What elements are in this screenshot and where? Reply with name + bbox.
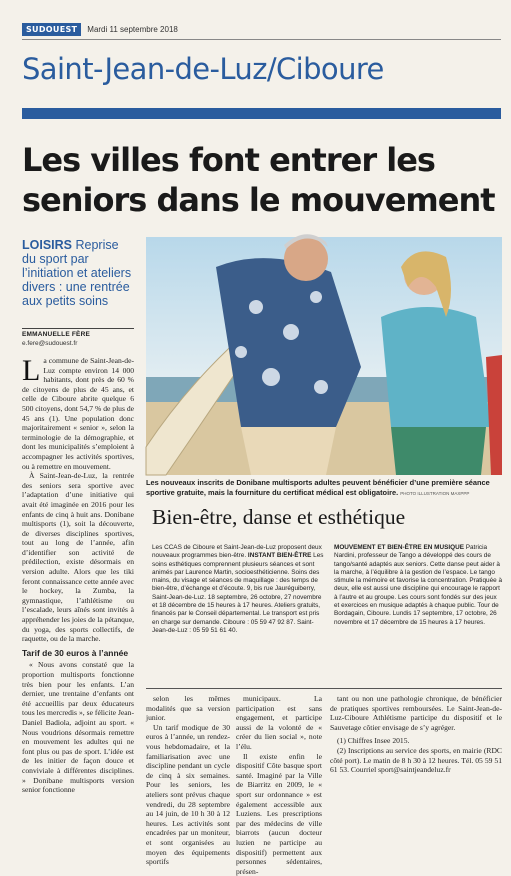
paragraph: selon les mêmes modalités que sa version junior. (146, 694, 230, 723)
paragraph: Un tarif modique de 30 euros à l’année, un rendez-vous hebdomadaire, et la familiarisation avec une discipline pendant un cycle de cinq à six semaines. Pour les seniors, les ateliers sont prévus chaque vendredi, du 28 septembre au 14 juin, de 10 h 30 à 12 heures. Les activités sont encadrées par un moniteur, et sont organisées au moyen des équipements sportifs (146, 722, 230, 867)
paragraph: tant ou non une pathologie chronique, de bénéficier de pratiques sportives remboursées. Le Saint-Jean-de-Luz-Ciboure Athlétisme participe du dispositif et le Sauvetage côtier envisage de s’y agréger. (330, 694, 502, 732)
seniors-beach-illustration (146, 237, 502, 475)
photo-caption (146, 478, 502, 498)
article-column-1 (22, 354, 134, 795)
author-rule (22, 328, 134, 329)
footnote: (1) Chiffres Insee 2015. (337, 736, 410, 746)
photo-credit: PHOTO ILLUSTRATION MAXPPP (400, 490, 470, 496)
box-column-2 (334, 544, 502, 686)
headline: Les villes font entrer les seniors dans le mouvement (22, 141, 495, 219)
lede-kicker: LOISIRS (22, 238, 73, 252)
subheading: Tarif de 30 euros à l’année (22, 647, 129, 658)
section-band (22, 108, 501, 119)
paragraph: « Nous avons constaté que la proportion multisports fonctionne très bien pour les enfants. L’an dernier, une trentaine d’enfants ont été accueillis par deux éducateurs tous les mercredis », se félicite Jean-Daniel Badiola, adjoint au sport. « Nous voudrions désormais remettre en mouvement les adultes qui ne font plus ou pas de sport. L’idée est de les initier de façon douce et conviviale à différentes disciplines. » Donibane multisports version senior fonctionne (22, 660, 134, 795)
box-column-1 (152, 544, 324, 686)
paragraph: À Saint-Jean-de-Luz, la rentrée des seniors sera sportive avec l’adaptation d’une initiative qui avait été imaginée en 2016 pour les enfants de cinq à huit ans. Donibane multisports (1), soit la découverte, de diverses disciplines sportives, tout au long de l’année, afin d’identifier son activité de prédilection, existe désormais en version adulte. Alors que les tiki feront connaissance cette année avec le hockey, la Zumba, la gymnastique, l’athlétisme ou l’escalade, leurs aînés sont invités à appréhender les joies de la pétanque, du yoga, des sports collectifs, de raquette, ou de la marche. (22, 471, 134, 644)
paragraph: Il existe enfin le dispositif Côte basque sport santé. Imaginé par la Ville de Biarritz en 2009, le « sport sur ordonnance » est également accessible aux Luziens. Les prescriptions par des médecins de ville biarrots (aucun docteur luzien ne participe au dispositif) permettent aux personnes sédentaires, présen- (236, 751, 322, 876)
box-rule (146, 688, 502, 689)
section-title: Saint-Jean-de-Luz/Ciboure (22, 52, 384, 86)
article-column-3 (236, 694, 322, 876)
lede (22, 238, 134, 308)
footnote: (2) Inscriptions au service des sports, en mairie (RDC côté port). Le matin de 8 h 30 à 12 heures. Tél. 05 59 51 61 53. Courriel sport@saintjeandeluz.fr (330, 745, 502, 775)
article-photo (146, 237, 502, 475)
dropcap: L (22, 354, 41, 387)
box-subheading-1: INSTANT BIEN-ÊTRE (247, 552, 312, 560)
paragraph: municipaux. La participation est sans engagement, et participe aussi de la volonté de « créer du lien social », note l’élu. (236, 694, 322, 751)
article-column-4 (330, 694, 502, 794)
box-text-2: Patricia Nardini, professeur de Tango a développé des cours de tango/santé adaptés aux seniors. Cette danse peut aider à la marche, à l’équilibre à la gestion de l’espace. Le tango stimule la mémoire et favorise la concentration. Pratiquée à deux, elle est aussi une discipline qui encourage le rapport à l’autre et au groupe. Les cours sont fondés sur des jeux et exercices en musique adaptés à chaque public. Tour de Bordagain, Ciboure. Lundis 17 septembre, 17 octobre, 26 novembre et 17 décembre de 15 heures à 17 heures. (334, 544, 503, 626)
box-title: Bien-être, danse et esthétique (152, 505, 406, 529)
header-rule (22, 39, 501, 40)
newspaper-logo: SUDOUEST (22, 23, 81, 36)
masthead (22, 22, 178, 36)
author-name: EMMANUELLE FÈRE (22, 331, 90, 338)
issue-date: Mardi 11 septembre 2018 (87, 24, 178, 34)
paragraph: a commune de Saint-Jean-de-Luz compte environ 14 000 habitants, dont près de 60 % de citoyens de plus de 45 ans, et celle de Ciboure abrite quelque 6 500 citoyens, dont 54,7 % de plus de 45 ans (1). Une population donc majoritairement « senior », selon la terminologie de la démographie, et dont les municipalités s’emploient à accompagner les activités sportives, ou à remettre en mouvement. (22, 356, 134, 471)
box-text-1: Les soins esthétiques comprennent plusieurs séances et sont animés par Laurence Martin, socioesthéticienne. Soins des mains, du visage et séances de maquillage : des temps de bien-être, d’échange et d’écoute. 9, bis rue Jauréguiberry, Saint-Jean-de-Luz. 18 septembre, 26 octobre, 27 novembre et 18 décembre de 15 heures à 17 heures. Ateliers gratuits, financés par le Conseil départemental. Le transport est pris en charge sur demande. Ciboure : 05 59 47 92 87. Saint-Jean-de-Luz : 05 59 51 61 40. (152, 552, 324, 634)
article-column-2 (146, 694, 230, 867)
author-email: e.fere@sudouest.fr (22, 340, 78, 347)
lede-text: Reprise du sport par l’initiation et ateliers divers : une rentrée aux petits soins (22, 238, 132, 308)
caption-text: Les nouveaux inscrits de Donibane multisports adultes peuvent bénéficier d’une première séance sportive gratuite, mais la fourniture du certificat médical est obligatoire. (146, 478, 490, 497)
box-intro: Les CCAS de Ciboure et Saint-Jean-de-Luz proposent deux nouveaux programmes bien-être. (152, 544, 322, 560)
box-subheading-2: MOUVEMENT ET BIEN-ÊTRE EN MUSIQUE (334, 544, 464, 551)
